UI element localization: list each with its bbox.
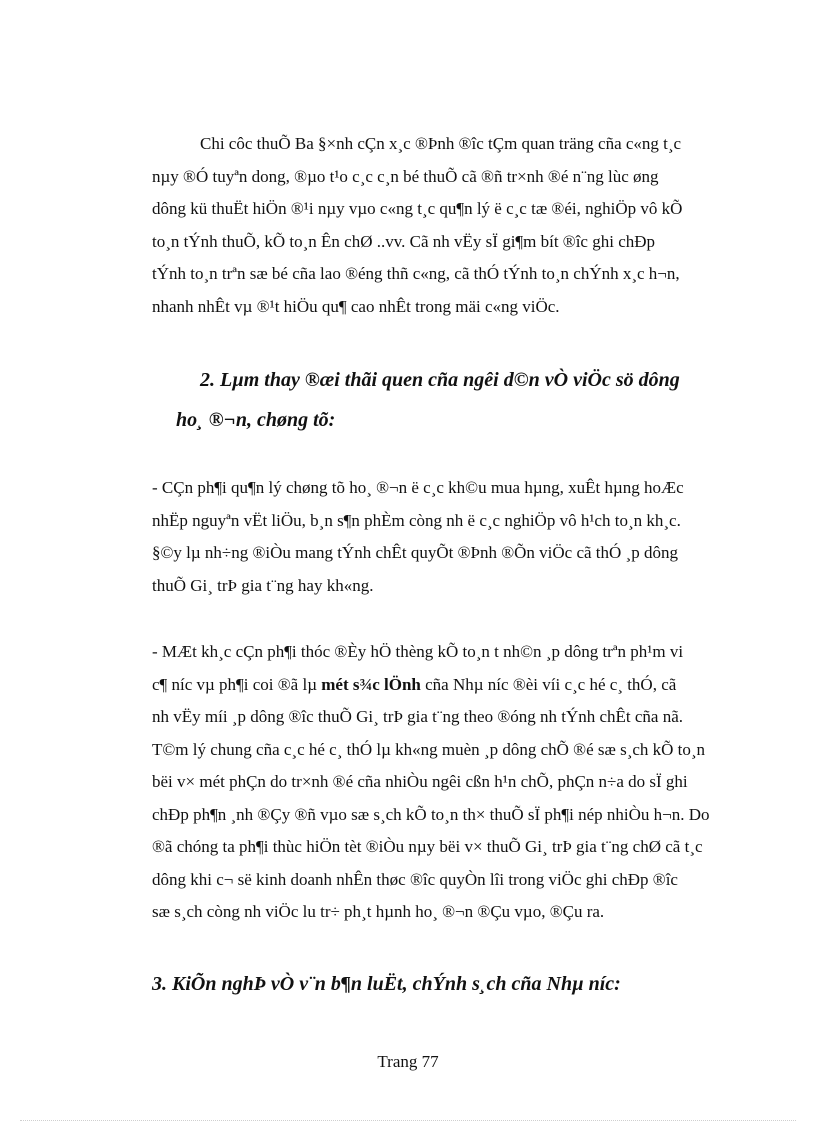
text-line: nh vËy míi ¸p dông ®îc thuÕ Gi¸ trÞ gia t¨ng theo ®óng nh tÝnh chÊt cña nã. [152,707,684,726]
text-line: nhanh nhÊt vµ ®¹t hiÖu qu¶ cao nhÊt trong mäi c«ng viÖc. [152,296,560,316]
text-line: nhËp nguyªn vËt liÖu, b¸n s¶n phÈm còng nh ë c¸c nghiÖp vô h¹ch to¸n kh¸c. [152,510,681,530]
text-line: sæ s¸ch còng nh viÖc lu tr÷ ph¸t hµnh ho¸ ®¬n ®Çu vµo, ®Çu ra. [152,902,605,921]
paragraph-accounting-system [152,636,722,929]
text-line: dông khi c¬ së kinh doanh nhÊn thøc ®îc quyÒn lîi trong viÖc ghi chÐp ®îc [152,869,678,889]
text-line: Chi côc thuÕ Ba §×nh cÇn x¸c ®Þnh ®îc tÇm quan träng cña c«ng t¸c [200,134,682,153]
text-line: T©m lý chung cña c¸c hé c¸ thÓ lµ kh«ng muèn ¸p dông chÕ ®é sæ s¸ch kÕ to¸n [152,739,706,759]
text-line: tÝnh to¸n trªn sæ bé cña lao ®éng thñ c«ng, cã thÓ tÝnh to¸n chÝnh x¸c h¬n, [152,264,680,283]
text-line: chÐp ph¶n ¸nh ®Çy ®ñ vµo sæ s¸ch kÕ to¸n th× thuÕ sÏ ph¶i nép nhiÒu h¬n. Do [152,804,710,824]
text-line: bëi v× mét phÇn do tr×nh ®é cña nhiÒu ngêi cßn h¹n chÕ, phÇn n÷a do sÏ ghi [152,772,688,791]
text-line: dông kü thuËt hiÖn ®¹i nµy vµo c«ng t¸c qu¶n lý ë c¸c tæ ®éi, nghiÖp vô kÕ [152,199,683,218]
text-line: nµy ®Ó tuyªn dong, ®µo t¹o c¸c c¸n bé thuÕ cã ®ñ tr×nh ®é n¨ng lùc øng [152,166,659,186]
page-number: Trang 77 [377,1052,439,1071]
paragraph-tax-training [152,128,722,323]
text-line: thuÕ Gi¸ trÞ gia t¨ng hay kh«ng. [152,575,374,595]
section-heading-2-continued: ho¸ ®¬n, chøng tõ: [176,409,336,431]
text-segment: cña Nhµ níc ®èi víi c¸c hé c¸ thÓ, cã [420,674,677,694]
text-line: - CÇn ph¶i qu¶n lý chøng tõ ho¸ ®¬n ë c¸c kh©u mua hµng, xuÊt hµng hoÆc [152,478,684,497]
section-heading-2: 2. Lµm thay ®æi thãi quen cña ngêi d©n vÒ viÖc sö dông [200,369,680,391]
section-heading-3: 3. KiÕn nghÞ vÒ v¨n b¶n luËt, chÝnh s¸ch cña Nhµ níc: [152,973,621,995]
text-line: to¸n tÝnh thuÕ, kÕ to¸n Ên chØ ..vv. Cã nh vËy sÏ gi¶m bít ®îc ghi chÐp [152,231,656,251]
page-bottom-divider [20,1120,796,1121]
text-line bold-mixed-line [152,669,722,702]
text-line: - MÆt kh¸c cÇn ph¶i thóc ®Èy hÖ thèng kÕ to¸n t nh©n ¸p dông trªn ph¹m vi [152,642,684,661]
bold-phrase: mét s¾c lÖnh [321,674,421,694]
text-line: §©y lµ nh÷ng ®iÒu mang tÝnh chÊt quyÕt ®Þnh ®Õn viÖc cã thÓ ¸p dông [152,543,678,562]
text-segment: c¶ níc vµ ph¶i coi ®ã lµ [152,674,322,694]
text-line: ®ã chóng ta ph¶i thùc hiÖn tèt ®iÒu nµy bëi v× thuÕ Gi¸ trÞ gia t¨ng chØ cã t¸c [152,837,703,856]
paragraph-invoice-management [152,472,722,602]
